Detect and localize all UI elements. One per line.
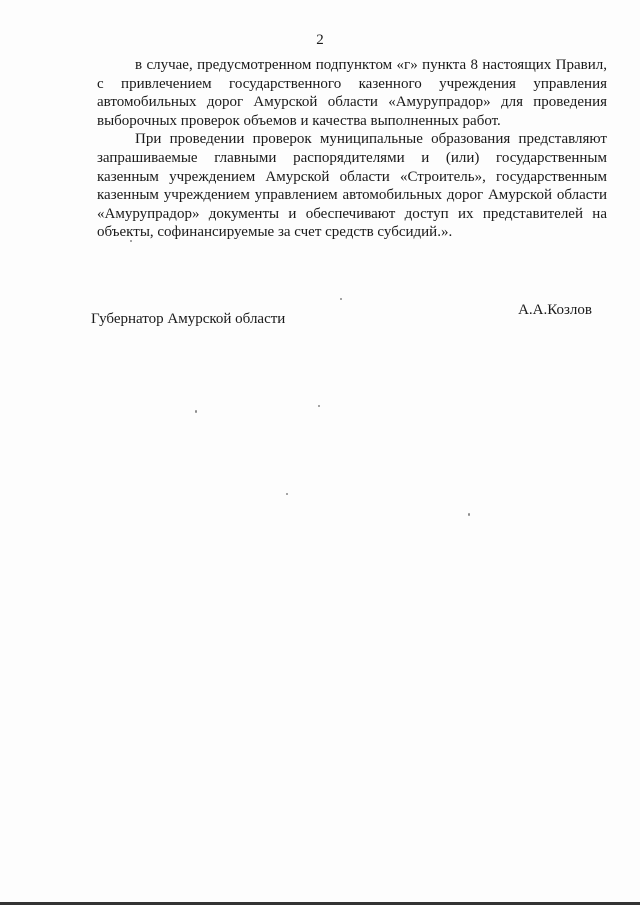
paragraph-2-line: казенным учреждением управлением автомобильных дорог Амурской области: [97, 187, 607, 204]
scan-speck: [318, 405, 320, 407]
paragraph-1: [97, 56, 607, 130]
scan-speck: [195, 410, 197, 413]
paragraph-2: [97, 130, 607, 242]
scan-speck: [286, 493, 288, 495]
document-body: [97, 56, 607, 242]
paragraph-1-line: с привлечением государственного казенного учреждения управления: [97, 75, 607, 92]
paragraph-2-line: «Амурупрадор» документы и обеспечивают доступ их представителей на: [97, 205, 607, 222]
paragraph-2-line: объекты, софинансируемые за счет средств субсидий.».: [97, 224, 453, 241]
signatory-title: Губернатор Амурской области: [91, 311, 286, 327]
paragraph-1-line: автомобильных дорог Амурской области «Амурупрадор» для проведения: [97, 94, 607, 111]
page-number: 2: [316, 32, 324, 48]
scan-speck: [340, 298, 342, 300]
scan-speck: [130, 240, 132, 242]
paragraph-2-line: При проведении проверок муниципальные образования представляют: [135, 131, 607, 148]
signatory-name: А.А.Козлов: [518, 302, 592, 318]
paragraph-1-line: в случае, предусмотренном подпунктом «г» пункта 8 настоящих Правил,: [135, 57, 607, 73]
scan-speck: [468, 513, 470, 516]
paragraph-2-line: казенным учреждением Амурской области «Строитель», государственным: [97, 168, 607, 185]
paragraph-2-line: запрашиваемые главными распорядителями и (или) государственным: [97, 149, 607, 166]
paragraph-1-line: выборочных проверок объемов и качества выполненных работ.: [97, 112, 501, 129]
